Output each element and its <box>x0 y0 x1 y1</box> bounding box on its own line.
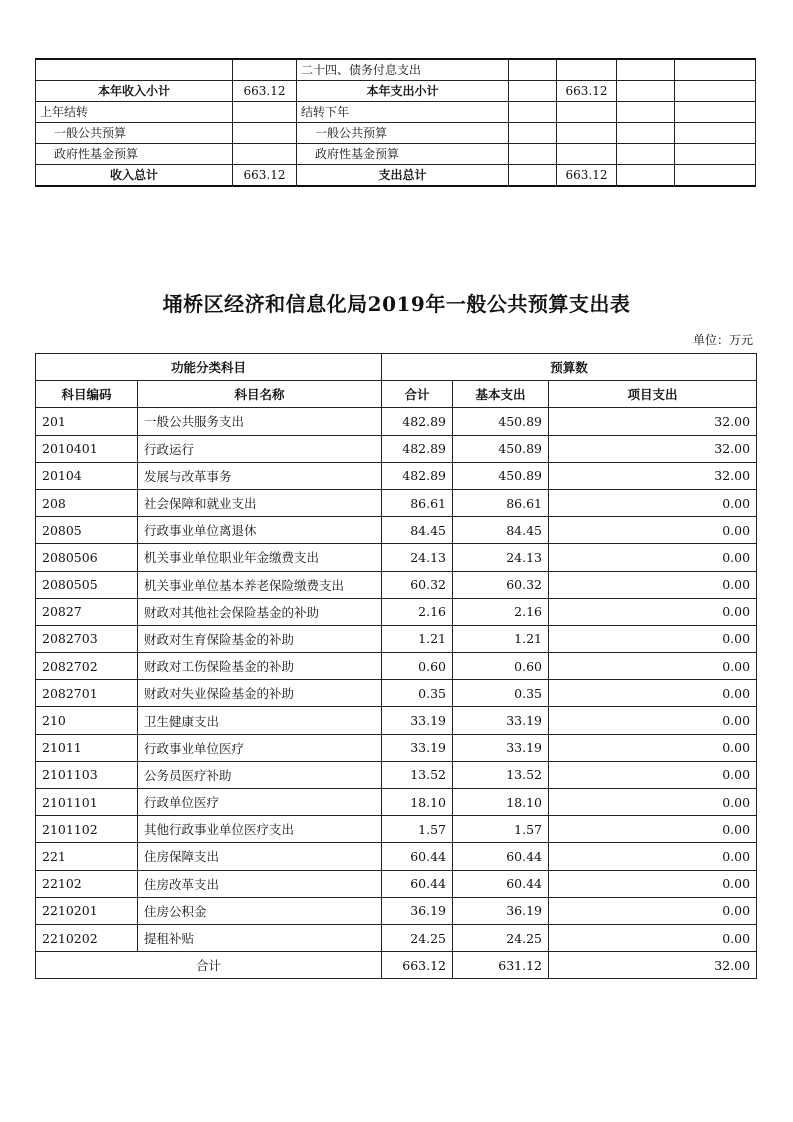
row-basic: 60.44 <box>453 870 549 897</box>
table-row <box>36 517 757 544</box>
debt-interest-label: 二十四、债务付息支出 <box>297 59 509 81</box>
row-code: 201 <box>36 408 138 435</box>
col-code-header: 科目编码 <box>36 381 138 408</box>
income-subtotal-value: 663.12 <box>233 81 297 102</box>
row-code: 2101102 <box>36 816 138 843</box>
row-basic: 450.89 <box>453 435 549 462</box>
row-name: 行政运行 <box>138 435 382 462</box>
expense-subtotal-label: 本年支出小计 <box>297 81 509 102</box>
row-code: 2210202 <box>36 924 138 951</box>
row-name: 公务员医疗补助 <box>138 761 382 788</box>
row-code: 2080505 <box>36 571 138 598</box>
row-name: 财政对工伤保险基金的补助 <box>138 653 382 680</box>
col-name-header: 科目名称 <box>138 381 382 408</box>
row-project: 0.00 <box>549 489 757 516</box>
row-code: 2101101 <box>36 789 138 816</box>
row-total: 24.13 <box>382 544 453 571</box>
row-code: 2010401 <box>36 435 138 462</box>
summary-row-subtotal <box>36 81 756 102</box>
row-total: 33.19 <box>382 734 453 761</box>
budget-expenditure-table <box>35 353 757 979</box>
row-name: 发展与改革事务 <box>138 462 382 489</box>
table-row <box>36 489 757 516</box>
row-project: 0.00 <box>549 897 757 924</box>
row-basic: 18.10 <box>453 789 549 816</box>
row-total: 24.25 <box>382 924 453 951</box>
row-name: 住房保障支出 <box>138 843 382 870</box>
summary-row-total <box>36 165 756 187</box>
row-basic: 450.89 <box>453 408 549 435</box>
table-row <box>36 435 757 462</box>
row-total: 18.10 <box>382 789 453 816</box>
budget-rows <box>36 408 757 952</box>
unit-label: 单位：万元 <box>692 333 753 347</box>
income-general-budget-label: 一般公共预算 <box>36 123 233 144</box>
budget-amount-header: 预算数 <box>382 354 757 381</box>
row-code: 208 <box>36 489 138 516</box>
row-name: 其他行政事业单位医疗支出 <box>138 816 382 843</box>
header-column-row <box>36 381 757 408</box>
row-project: 0.00 <box>549 517 757 544</box>
row-project: 0.00 <box>549 789 757 816</box>
row-name: 住房公积金 <box>138 897 382 924</box>
row-basic: 86.61 <box>453 489 549 516</box>
row-project: 0.00 <box>549 734 757 761</box>
row-name: 行政事业单位离退休 <box>138 517 382 544</box>
row-project: 0.00 <box>549 816 757 843</box>
row-project: 0.00 <box>549 707 757 734</box>
row-total: 33.19 <box>382 707 453 734</box>
row-code: 2080506 <box>36 544 138 571</box>
header-group-row <box>36 354 757 381</box>
row-project: 0.00 <box>549 924 757 951</box>
row-code: 21011 <box>36 734 138 761</box>
row-basic: 33.19 <box>453 707 549 734</box>
total-project: 32.00 <box>549 952 757 979</box>
row-project: 0.00 <box>549 843 757 870</box>
expense-subtotal-value: 663.12 <box>557 81 617 102</box>
function-classification-header: 功能分类科目 <box>36 354 382 381</box>
col-basic-header: 基本支出 <box>453 381 549 408</box>
expense-fund-budget-label: 政府性基金预算 <box>297 144 509 165</box>
income-total-value: 663.12 <box>233 165 297 187</box>
row-basic: 0.60 <box>453 653 549 680</box>
table-row <box>36 924 757 951</box>
total-amount: 663.12 <box>382 952 453 979</box>
total-basic: 631.12 <box>453 952 549 979</box>
table-row <box>36 544 757 571</box>
row-code: 2210201 <box>36 897 138 924</box>
row-basic: 0.35 <box>453 680 549 707</box>
table-row <box>36 598 757 625</box>
row-basic: 36.19 <box>453 897 549 924</box>
row-project: 0.00 <box>549 680 757 707</box>
row-total: 482.89 <box>382 408 453 435</box>
row-name: 行政单位医疗 <box>138 789 382 816</box>
row-code: 22102 <box>36 870 138 897</box>
carry-to-next-year-label: 结转下年 <box>297 102 509 123</box>
row-code: 2101103 <box>36 761 138 788</box>
row-total: 1.57 <box>382 816 453 843</box>
row-code: 20805 <box>36 517 138 544</box>
row-name: 提租补贴 <box>138 924 382 951</box>
income-subtotal-label: 本年收入小计 <box>36 81 233 102</box>
expense-total-value: 663.12 <box>557 165 617 187</box>
row-total: 60.32 <box>382 571 453 598</box>
row-project: 32.00 <box>549 408 757 435</box>
row-total: 86.61 <box>382 489 453 516</box>
expense-general-budget-label: 一般公共预算 <box>297 123 509 144</box>
table-row <box>36 870 757 897</box>
row-total: 1.21 <box>382 625 453 652</box>
row-project: 0.00 <box>549 571 757 598</box>
row-total: 36.19 <box>382 897 453 924</box>
row-total: 84.45 <box>382 517 453 544</box>
row-total: 482.89 <box>382 435 453 462</box>
row-total: 60.44 <box>382 870 453 897</box>
table-row <box>36 707 757 734</box>
row-basic: 60.44 <box>453 843 549 870</box>
row-basic: 84.45 <box>453 517 549 544</box>
row-name: 财政对其他社会保险基金的补助 <box>138 598 382 625</box>
table-row <box>36 408 757 435</box>
table-row <box>36 761 757 788</box>
row-project: 0.00 <box>549 625 757 652</box>
row-code: 2082701 <box>36 680 138 707</box>
row-basic: 1.21 <box>453 625 549 652</box>
row-code: 20827 <box>36 598 138 625</box>
prior-year-carryover-label: 上年结转 <box>36 102 233 123</box>
income-fund-budget-label: 政府性基金预算 <box>36 144 233 165</box>
row-name: 行政事业单位医疗 <box>138 734 382 761</box>
row-basic: 2.16 <box>453 598 549 625</box>
row-name: 机关事业单位职业年金缴费支出 <box>138 544 382 571</box>
row-basic: 13.52 <box>453 761 549 788</box>
col-total-header: 合计 <box>382 381 453 408</box>
expense-total-label: 支出总计 <box>297 165 509 187</box>
table-row <box>36 789 757 816</box>
row-code: 20104 <box>36 462 138 489</box>
row-total: 0.35 <box>382 680 453 707</box>
row-name: 社会保障和就业支出 <box>138 489 382 516</box>
income-expense-summary-table <box>35 58 756 187</box>
table-row <box>36 680 757 707</box>
row-total: 0.60 <box>382 653 453 680</box>
table-row <box>36 843 757 870</box>
row-project: 32.00 <box>549 462 757 489</box>
total-row <box>36 952 757 979</box>
row-basic: 60.32 <box>453 571 549 598</box>
table-row <box>36 816 757 843</box>
table-row <box>36 625 757 652</box>
total-label: 合计 <box>36 952 382 979</box>
table-row <box>36 653 757 680</box>
row-basic: 24.25 <box>453 924 549 951</box>
row-name: 住房改革支出 <box>138 870 382 897</box>
page-title: 埇桥区经济和信息化局2019年一般公共预算支出表 <box>162 292 631 316</box>
row-project: 0.00 <box>549 653 757 680</box>
summary-row-fund-budget <box>36 144 756 165</box>
row-project: 0.00 <box>549 598 757 625</box>
row-code: 2082703 <box>36 625 138 652</box>
col-project-header: 项目支出 <box>549 381 757 408</box>
table-row <box>36 734 757 761</box>
summary-row-interest <box>36 59 756 81</box>
row-basic: 33.19 <box>453 734 549 761</box>
row-code: 221 <box>36 843 138 870</box>
income-total-label: 收入总计 <box>36 165 233 187</box>
row-project: 0.00 <box>549 761 757 788</box>
row-total: 482.89 <box>382 462 453 489</box>
table-row <box>36 462 757 489</box>
row-basic: 1.57 <box>453 816 549 843</box>
row-project: 0.00 <box>549 870 757 897</box>
row-code: 2082702 <box>36 653 138 680</box>
row-name: 财政对失业保险基金的补助 <box>138 680 382 707</box>
row-total: 13.52 <box>382 761 453 788</box>
row-name: 一般公共服务支出 <box>138 408 382 435</box>
table-row <box>36 897 757 924</box>
row-total: 60.44 <box>382 843 453 870</box>
row-basic: 450.89 <box>453 462 549 489</box>
summary-row-carry <box>36 102 756 123</box>
row-name: 机关事业单位基本养老保险缴费支出 <box>138 571 382 598</box>
row-basic: 24.13 <box>453 544 549 571</box>
table-row <box>36 571 757 598</box>
row-project: 0.00 <box>549 544 757 571</box>
row-name: 卫生健康支出 <box>138 707 382 734</box>
row-code: 210 <box>36 707 138 734</box>
row-total: 2.16 <box>382 598 453 625</box>
summary-row-general-budget <box>36 123 756 144</box>
row-name: 财政对生育保险基金的补助 <box>138 625 382 652</box>
row-project: 32.00 <box>549 435 757 462</box>
